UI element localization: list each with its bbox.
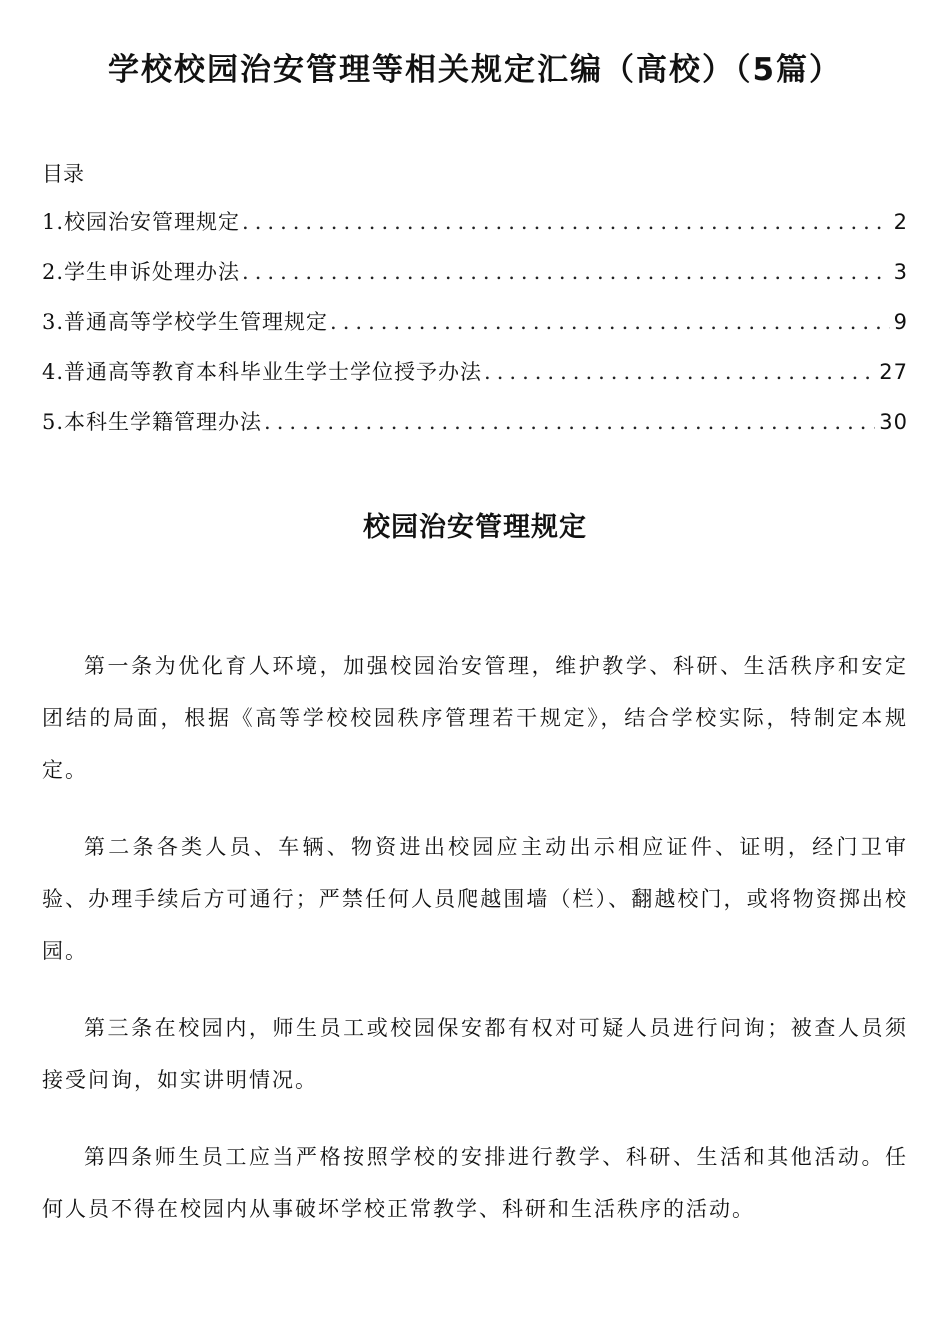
toc-dot-leader xyxy=(242,210,890,234)
toc-dot-leader xyxy=(484,360,875,384)
toc-entry-page: 3 xyxy=(893,260,908,284)
toc-entry-title: 普通高等学校学生管理规定 xyxy=(64,310,329,334)
section-title: 校园治安管理规定 xyxy=(363,512,587,543)
toc-entry-number: 2. xyxy=(42,260,65,284)
toc-entry-page: 27 xyxy=(879,360,908,384)
toc-entry-number: 4. xyxy=(42,360,65,384)
document-title: 学校校园治安管理等相关规定汇编（高校）（5篇） xyxy=(107,52,843,88)
toc-entry-1[interactable] xyxy=(42,206,908,256)
article-paragraph: 第四条师生员工应当严格按照学校的安排进行教学、科研、生活和其他活动。任何人员不得在校园内从事破坏学校正常教学、科研和生活秩序的活动。 xyxy=(42,1145,908,1221)
table-of-contents xyxy=(42,206,908,456)
toc-entry-page: 30 xyxy=(879,410,908,434)
toc-entry-4[interactable] xyxy=(42,356,908,406)
toc-dot-leader xyxy=(242,260,890,284)
toc-dot-leader xyxy=(264,410,875,434)
toc-entry-title: 学生申诉处理办法 xyxy=(64,260,241,284)
toc-entry-page: 2 xyxy=(893,210,908,234)
article-paragraph: 第二条各类人员、车辆、物资进出校园应主动出示相应证件、证明，经门卫审验、办理手续后方可通行；严禁任何人员爬越围墙（栏）、翻越校门，或将物资掷出校园。 xyxy=(42,835,908,963)
section-body xyxy=(42,640,908,1260)
toc-entry-title: 校园治安管理规定 xyxy=(64,210,241,234)
toc-dot-leader xyxy=(330,310,890,334)
toc-entry-2[interactable] xyxy=(42,256,908,306)
toc-entry-title: 普通高等教育本科毕业生学士学位授予办法 xyxy=(64,360,483,384)
toc-entry-3[interactable] xyxy=(42,306,908,356)
toc-entry-title: 本科生学籍管理办法 xyxy=(64,410,263,434)
toc-heading: 目录 xyxy=(42,162,84,186)
toc-entry-number: 1. xyxy=(42,210,65,234)
toc-entry-number: 5. xyxy=(42,410,65,434)
toc-entry-page: 9 xyxy=(893,310,908,334)
article-paragraph: 第一条为优化育人环境，加强校园治安管理，维护教学、科研、生活秩序和安定团结的局面，根据《高等学校校园秩序管理若干规定》，结合学校实际，特制定本规定。 xyxy=(42,654,908,782)
toc-entry-5[interactable] xyxy=(42,406,908,456)
article-paragraph: 第三条在校园内，师生员工或校园保安都有权对可疑人员进行问询；被查人员须接受问询，如实讲明情况。 xyxy=(42,1016,908,1092)
toc-entry-number: 3. xyxy=(42,310,65,334)
